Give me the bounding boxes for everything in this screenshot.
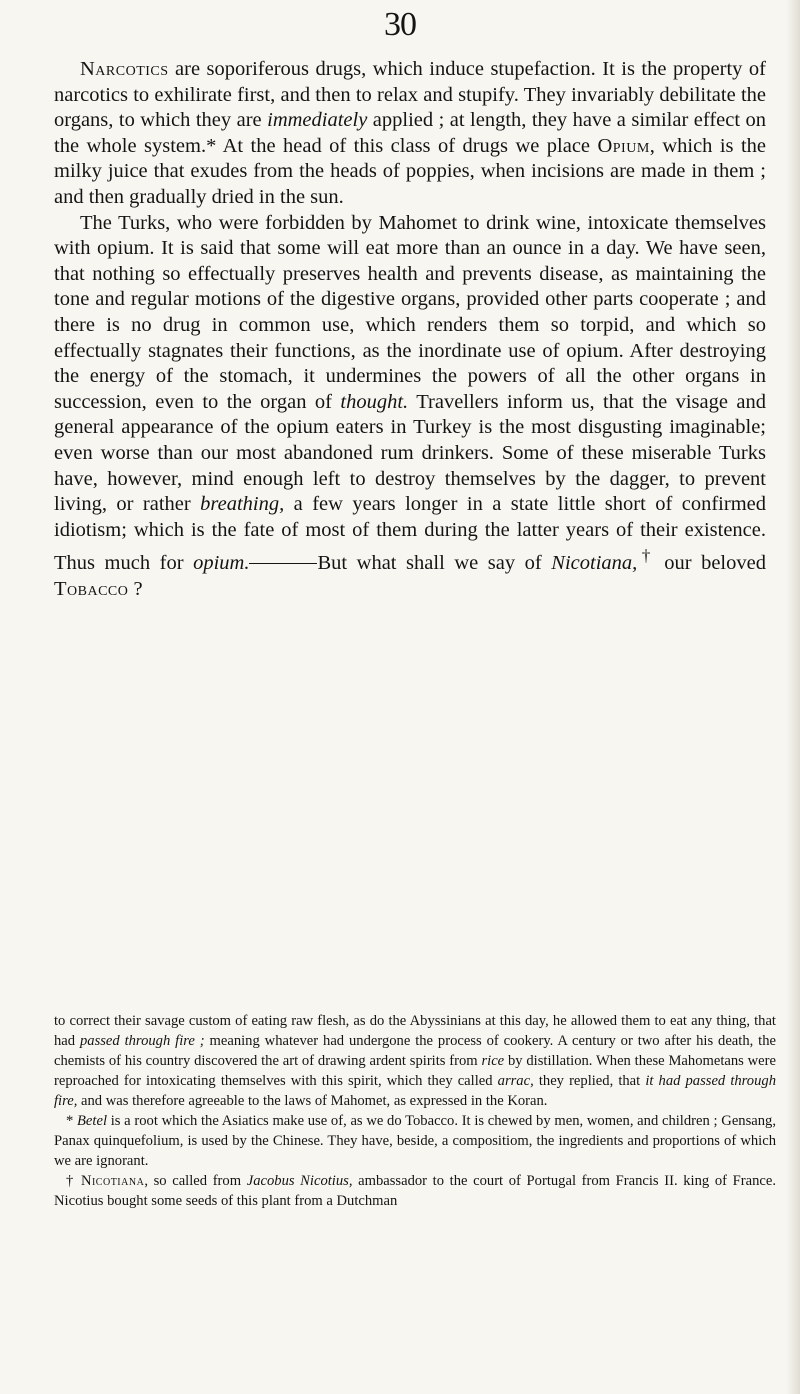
text-run: , so called from <box>144 1173 247 1189</box>
paragraph-turks <box>54 211 766 603</box>
opium-term: Opium <box>597 134 650 157</box>
footnote-mark: * <box>66 1113 78 1129</box>
lead-word: Narcotics <box>80 58 169 80</box>
footnote-mark: † <box>66 1173 81 1189</box>
text-run: our beloved <box>654 552 766 575</box>
text-run: by distillation. When these Mahometans were reproached for intoxicating themselves with this spirit, which they called <box>54 1053 776 1089</box>
emphasis: Betel <box>77 1113 107 1129</box>
text-run: a few years longer in a state little short of confirmed idiotism; which is the fate of most of them during the latter years of their existence. Thus much for <box>54 493 766 575</box>
footnote-betel <box>54 1111 776 1171</box>
text-run: are soporiferous drugs, which induce stupefaction. It is the property of narcotics to exhilirate first, and then to relax and stupify. They invariably debilitate the organs, to which they are <box>54 58 766 132</box>
tobacco-term: Tobacco <box>54 577 129 600</box>
text-run: ambassador to the court of Portugal from Francis II. king of France. Nicotius bought some seeds of this plant from a Dutchman <box>54 1173 776 1209</box>
emphasis: immediately <box>267 109 368 132</box>
text-run: meaning whatever had undergone the process of cookery. A century or two after his death, the chemists of his country discovered the art of drawing ardent spirits from <box>54 1033 776 1069</box>
emphasis: arrac, <box>497 1073 534 1089</box>
text-run: Travellers inform us, that the visage and general appearance of the opium eaters in Turkey is the most disgusting imaginable; even worse than our most abandoned rum drinkers. Some of these miserable Turks have, however, mind enough left to destroy themselves by the dagger, to prevent living, or rather <box>54 390 767 516</box>
page-edge-shadow <box>786 0 800 1394</box>
emphasis: Jacobus Nicotius, <box>246 1173 353 1189</box>
text-run: , which is the milky juice that exudes from the heads of poppies, when incisions are made in them ; and then gradually dried in the sun. <box>54 134 766 208</box>
text-run: But what shall we say of <box>317 552 552 575</box>
em-dash-rule <box>249 563 317 564</box>
emphasis: it had passed through fire, <box>54 1073 776 1109</box>
text-run: applied ; at length, they have a similar effect on the whole system.* At the head of this class of drugs we place <box>54 109 767 157</box>
footnotes <box>54 1011 776 1211</box>
text-run: ? <box>128 577 143 600</box>
text-run: and was therefore agreeable to the laws of Mahomet, as expressed in the Koran. <box>77 1093 548 1109</box>
text-run: is a root which the Asiatics make use of, as we do Tobacco. It is chewed by men, women, and children ; Gensang, Panax quinquefolium, is used by the Chinese. They have, beside, a compositiom, the ingredients and proportions of which we are ignorant. <box>54 1113 776 1169</box>
emphasis: opium. <box>193 552 250 575</box>
emphasis: breathing, <box>200 493 285 516</box>
text-run: to correct their savage custom of eating raw flesh, as do the Abyssinians at this day, he allowed them to eat any thing, that had <box>54 1013 776 1049</box>
text-run: The Turks, who were forbidden by Mahomet to drink wine, intoxicate themselves with opium. It is said that some will eat more than an ounce in a day. We have seen, that nothing so effectually preserves health and prevents disease, as maintaining the tone and regular motions of the digestive organs, provided other parts cooperate ; and there is no drug in common use, which renders them so torpid, and which so effectually stagnates their functions, as the inordinate use of opium. After destroying the energy of the stomach, it undermines the powers of all the other organs in succession, even to the organ of <box>54 211 766 413</box>
paragraph-narcotics <box>54 57 766 211</box>
footnote-nicotiana <box>54 1171 776 1211</box>
text-run: they replied, that <box>533 1073 646 1089</box>
page-number: 30 <box>384 6 416 43</box>
footnote-mark: † <box>637 546 655 566</box>
emphasis: Nicotiana, <box>551 552 638 575</box>
emphasis: thought. <box>340 390 409 413</box>
footnote-continued <box>54 1011 776 1111</box>
nicotiana-term: Nicotiana <box>80 1173 145 1189</box>
main-text <box>54 57 766 602</box>
emphasis: rice <box>481 1053 505 1069</box>
emphasis: passed through fire ; <box>79 1033 205 1049</box>
